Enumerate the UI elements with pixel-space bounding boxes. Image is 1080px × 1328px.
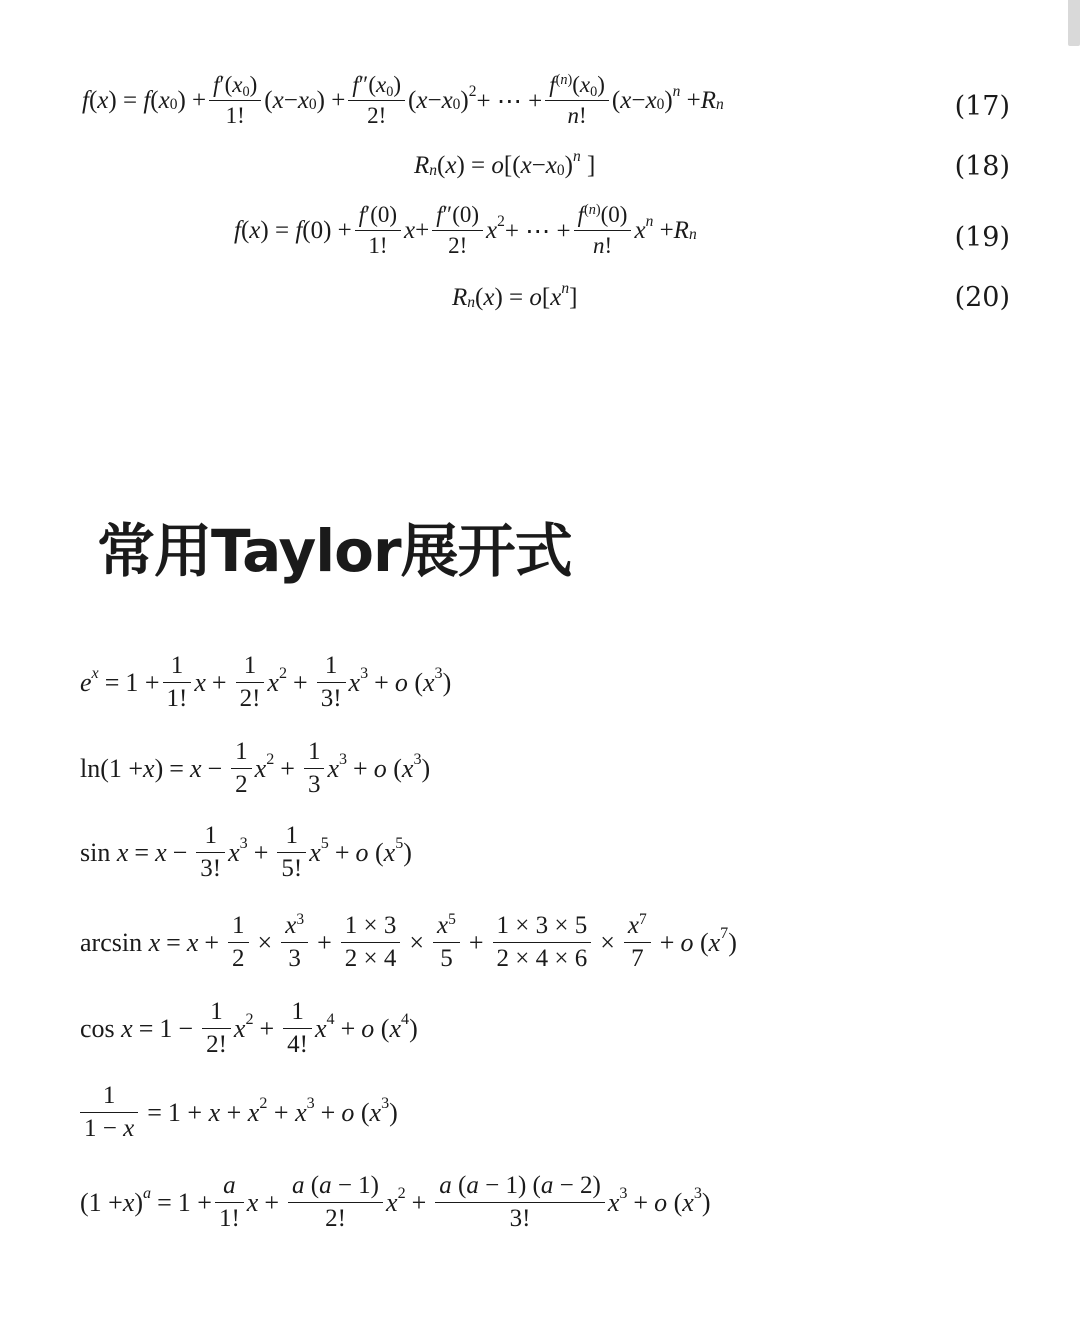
equation-number-20: (20): [954, 282, 1010, 313]
equation-18: R $_n$ ( x ) = o [( x − x $_0$ ) $^n$ ]: [414, 148, 596, 179]
equation-17: f ( x ) = f ( x $_0$ ) + $\frac{f'(x_0)}{1!}$ ( x − x $_0$ ) + $\frac{f''(x_0)}{2!}$ ( x − x $_0$ ) $^2$ + ⋯ + $\frac{f^{(n)}(x_0)}{n!}$ ( x − x $_0$ ) $^n$ + R $_n$: [82, 72, 724, 128]
expansion-exp: e $^x$ = 1 + $\frac{1}{1!}$ x + $\frac{1}{2!}$ x $^2$ + $\frac{1}{3!}$ x $^3$ + o ( x $^3$ ): [80, 652, 452, 712]
equation-number-18: (18): [954, 151, 1010, 182]
expansion-arcsin: arcsin x = x + $\frac{1}{2}$ × $\frac{x^3}{3}$ + $\frac{1 \times 3}{2 \times 4}$ × $\frac{x^5}{5}$ + $\frac{1 \times 3 \times 5}{2 \times 4 \times 6}$ × $\frac{x^7}{7}$ + o ( x $^7$ ): [80, 911, 737, 972]
expansion-ln: ln(1 + x ) = x − $\frac{1}{2}$ x $^2$ + $\frac{1}{3}$ x $^3$ + o ( x $^3$ ): [80, 738, 431, 798]
equation-number-19: (19): [954, 222, 1010, 253]
equation-number-17: (17): [954, 91, 1010, 122]
expansion-geometric: $\frac{1}{1 - x}$ = 1 + x + x $^2$ + x $^3$ + o ( x $^3$ ): [80, 1082, 398, 1143]
equation-20: R $_n$ ( x ) = o [ x $^n$ ]: [452, 280, 578, 311]
section-heading: 常用Taylor展开式: [97, 517, 572, 585]
scrollbar-thumb[interactable]: [1068, 0, 1080, 46]
expansion-binomial: (1 + x ) $^a$ = 1 + $\frac{a}{1!}$ x + $\frac{a (a - 1)}{2!}$ x $^2$ + $\frac{a (a - 1) (a - 2)}{3!}$ x $^3$ + o ( x $^3$ ): [80, 1172, 711, 1232]
expansion-sin: sin x = x − $\frac{1}{3!}$ x $^3$ + $\frac{1}{5!}$ x $^5$ + o ( x $^5$ ): [80, 822, 412, 882]
equation-19: f ( x ) = f (0) + $\frac{f'(0)}{1!}$ x + $\frac{f''(0)}{2!}$ x $^2$ + ⋯ + $\frac{f^{(n)}(0)}{n!}$ x $^n$ + R $_n$: [234, 202, 697, 258]
expansion-cos: cos x = 1 − $\frac{1}{2!}$ x $^2$ + $\frac{1}{4!}$ x $^4$ + o ( x $^4$ ): [80, 998, 418, 1058]
